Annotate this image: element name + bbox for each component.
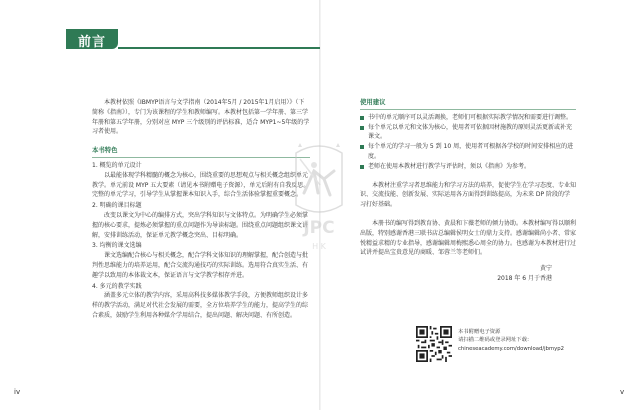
page-number-right: v xyxy=(620,388,625,396)
feature-1-body: 以最能体现学科精髓的概念为核心，围绕重要的思想观点与相关概念组织单元教学。单元前设 MYP 五大要素（请见本书附赠电子资源），单元后附有自我反思。完整的单元学习，引导学生从掌握课本知识入手，综合生活体验掌握重要概念。 xyxy=(92,171,310,199)
intro-paragraph: 本教材依照《IBMYP语言与文学指南（2014年5月 / 2015年1月启用）》（下简称《指南》），专门为该课程的学生和教师编写。本教材包括第一学年册、第三学年册和第五学年册，分别对应 MYP 三个级别的评估标准，适合 MYP1~5年级的学习者使用。 xyxy=(92,99,310,136)
qr-code-icon[interactable] xyxy=(416,326,452,362)
watermark-letters: JPC xyxy=(303,218,335,238)
methods-paragraph: 本教材注重学习者思维能力和学习方法的培养，促使学生在学习态度、专业知识、交流技能、创新发展、实际运用各方面得到训练提高，为未来 DP 阶段的学习打好基础。 xyxy=(360,181,577,209)
feature-3-body: 课文选编配合核心与相关概念，配合学科文体知识的理解掌握，配合创造与批判性思维能力的培养运用，配合交流沟通技巧的实际训练。选用符合真实生活、有趣学以致用的本体裁文本，保证语言与文学教学相存并进。 xyxy=(92,252,309,279)
download-url-link[interactable]: chineseacademy.com/download/jbmyp2 xyxy=(458,345,564,352)
qr-caption xyxy=(458,328,564,353)
signoff-date: 2018 年 6 月于香港 xyxy=(497,274,552,282)
tip-item: 老师在使用本教材进行教学与评估时，须以《指南》为参考。 xyxy=(360,162,576,172)
page-number-left: iv xyxy=(14,388,21,396)
right-page-body xyxy=(360,98,576,284)
jpc-watermark-logo xyxy=(290,135,348,265)
tip-item: 每个单元以单元和文体为核心，使用者可依据因材施教的原则灵活更新或补充课文。 xyxy=(360,123,576,143)
features-rule xyxy=(92,157,310,158)
tip-item: 书中的单元顺序可以灵活调换，老师们可根据实际教学情况和需要进行调整。 xyxy=(360,113,576,123)
qr-caption-line2: 请扫描二维码或登录网址下载： xyxy=(458,337,533,344)
features-heading: 本书特色 xyxy=(92,146,118,155)
tips-heading: 使用建议 xyxy=(360,98,386,106)
title-rule xyxy=(118,47,320,49)
feature-2-title: 2. 明确的课目标题 xyxy=(92,202,142,210)
qr-caption-line1: 本书附赠电子资源 xyxy=(458,329,501,335)
page-title: 前言 xyxy=(78,35,107,50)
qr-resource-block xyxy=(416,326,576,362)
tips-list xyxy=(360,113,576,172)
feature-2-body: 改变以课文为中心的编排方式，突出学科知识与文体特点。为明确学生必须掌握的核心要求，提炼必须掌握的重点问题作为导读标题。围绕重点问题组织课文讲解，安排训练活动，保证单元教学概念突出、目标明确。 xyxy=(92,211,309,239)
feature-4-title: 4. 多元的教学实践 xyxy=(92,282,142,290)
tips-rule xyxy=(360,109,576,110)
feature-1-title: 1. 概览的单元设计 xyxy=(92,161,142,169)
left-page-body xyxy=(92,98,310,321)
feature-3-title: 3. 均衡的课文选编 xyxy=(92,242,142,250)
feature-4-body: 涵盖多元立体的教学内容，采用高科技多媒体教学手段，方便教师组织设计多样的教学活动，满足对代社会发展的需要，全方位培养学生的能力，提高学生的综合素质，鼓励学生利用各种媒介学用结合，提出问题、解决问题、有所创造。 xyxy=(92,292,309,319)
thanks-paragraph: 本册书的编写得到教育协、黄晨和卞薇老师的倾力协助。本教材编写得以顺利出版，特别感谢香港三联书店总编辑侯明女士的鼎力支持。感谢编辑尚小者、常家悦精益求精的专业指导，感谢编辑周梅熙悉心周全的协力。也感谢为本教材进行过试讲并提出宝贵意见的商暖、邹蓉兰等老师们。 xyxy=(360,219,577,257)
author-name: 黄宁 xyxy=(539,265,552,273)
tip-item: 每个单元的学习一般为 5 到 10 周，使用者可根据各学校的时间安排相应的进度。 xyxy=(360,142,576,162)
watermark-sub: H K xyxy=(312,242,326,251)
